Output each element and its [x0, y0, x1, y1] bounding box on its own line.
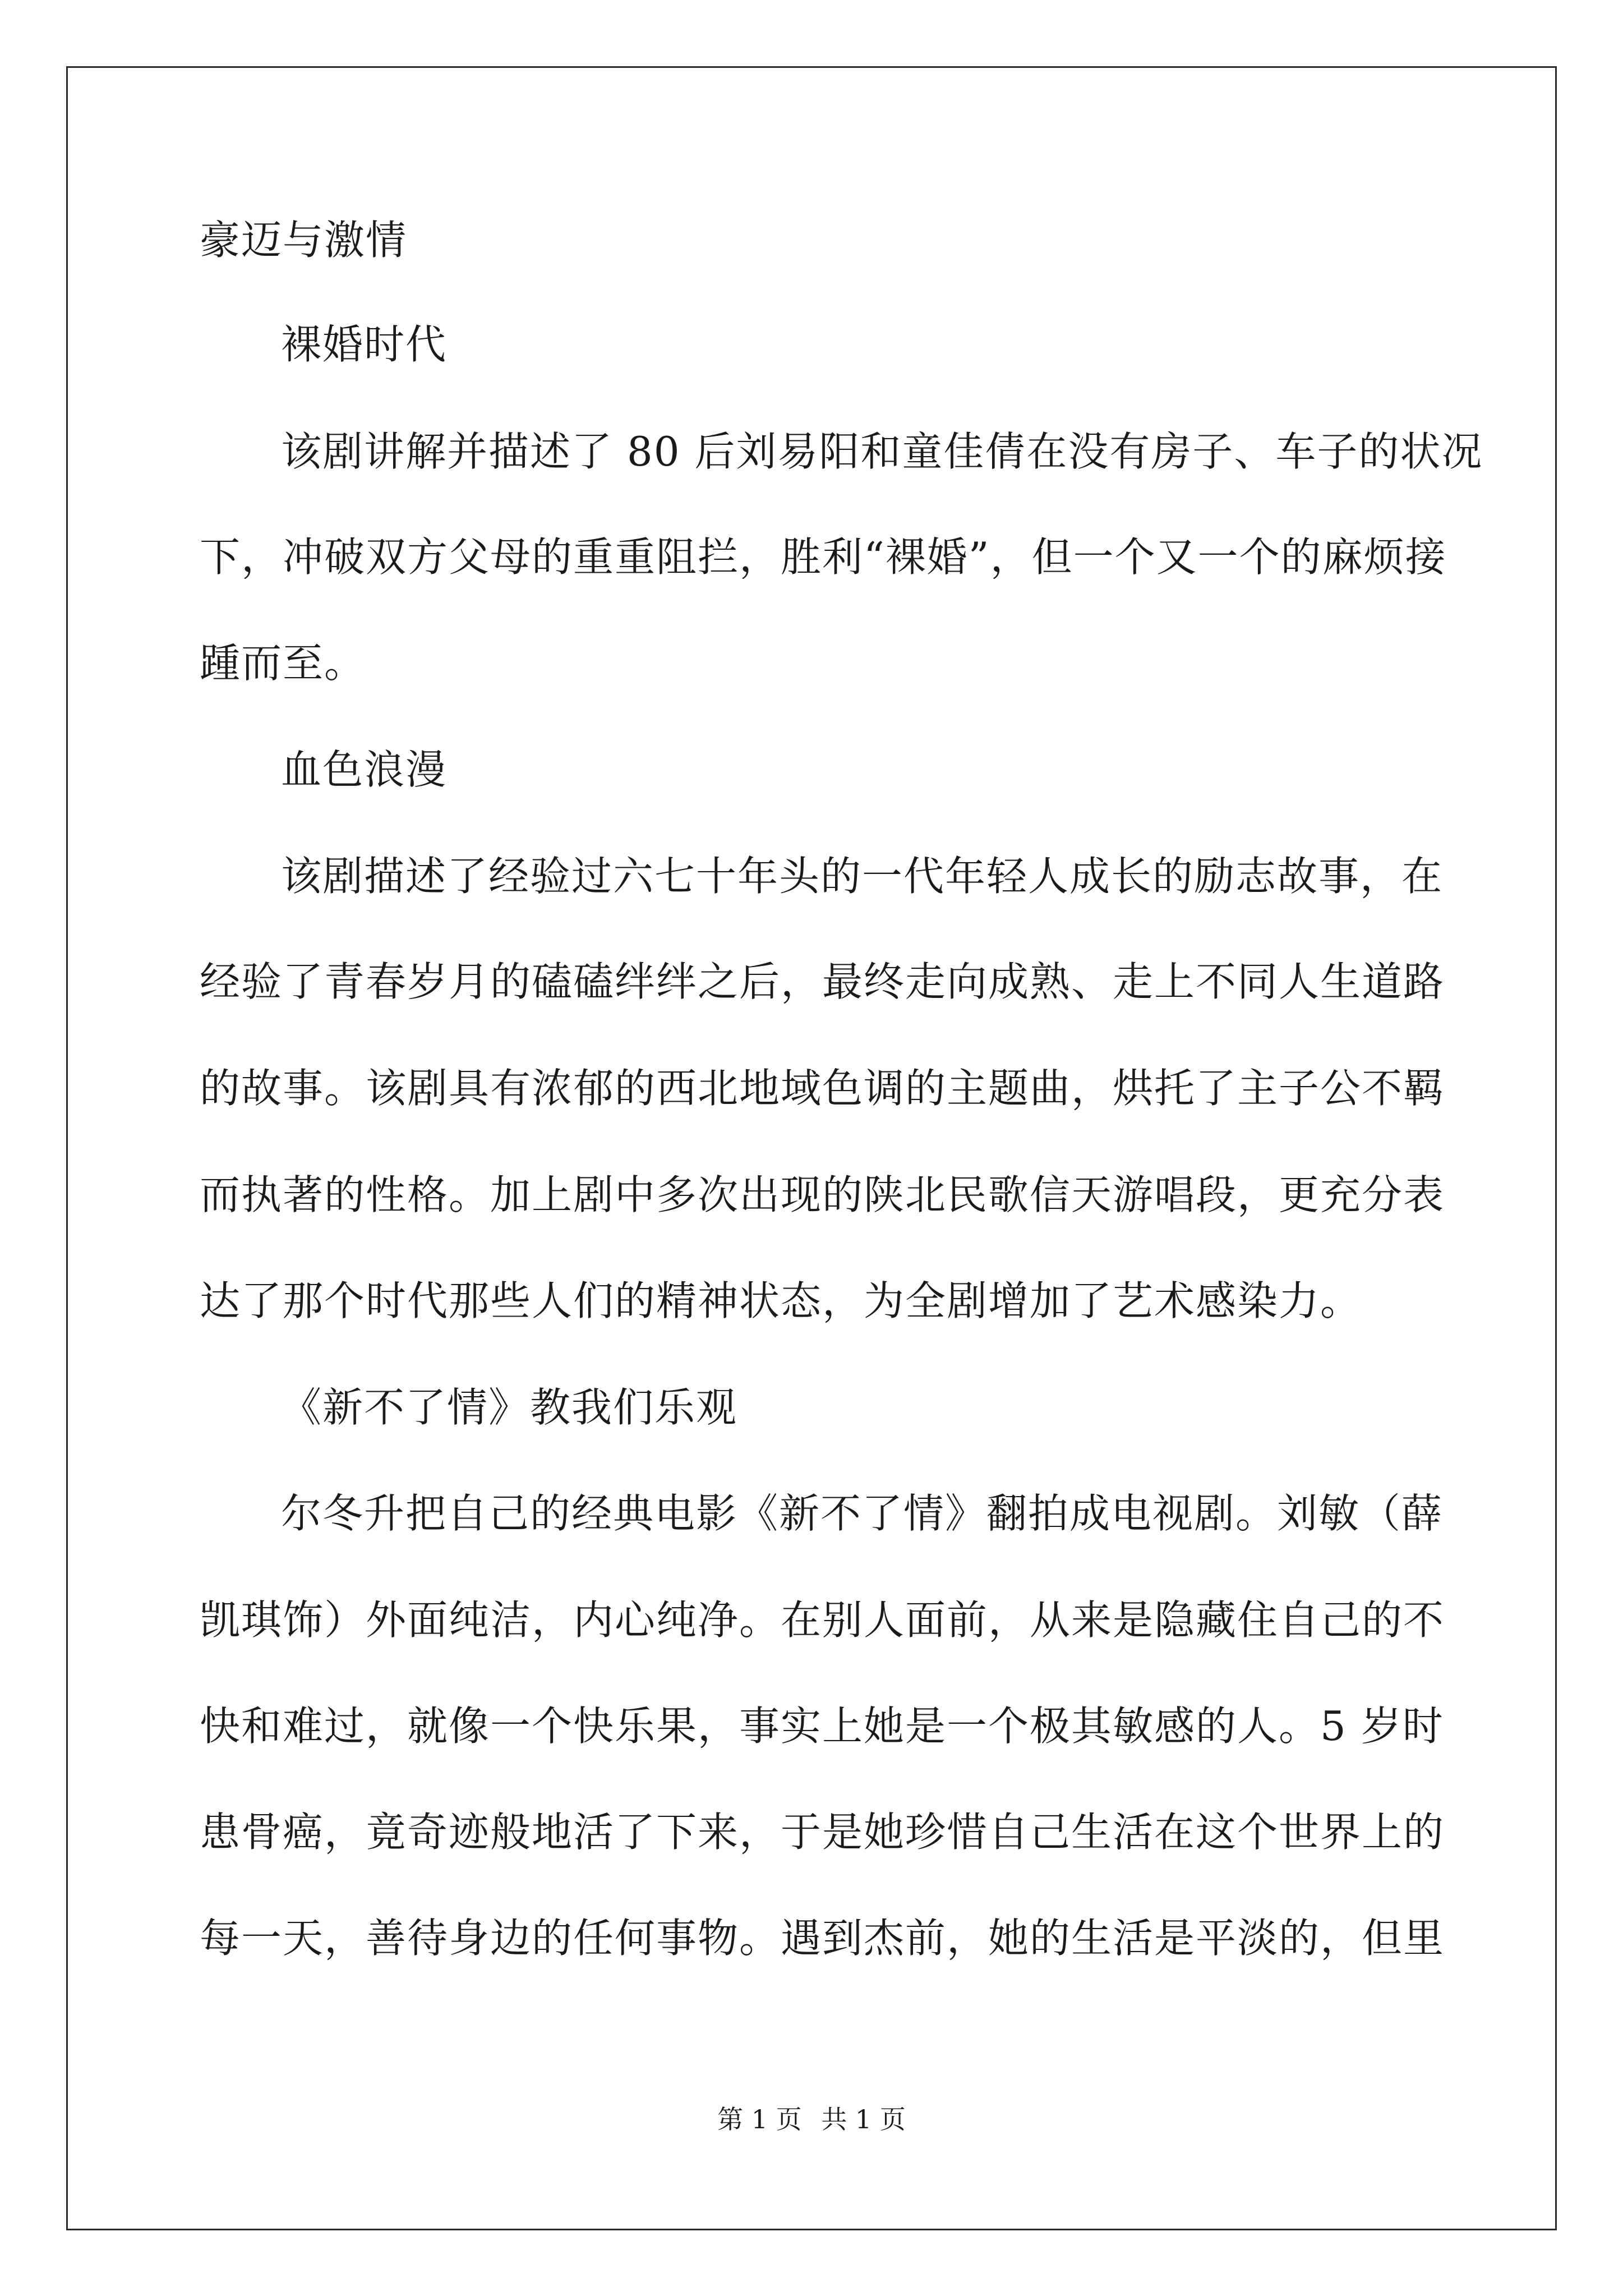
paragraph-line: 达了那个时代那些人们的精神状态，为全剧增加了艺术感染力。 — [200, 1277, 1362, 1324]
page-footer — [0, 2102, 1623, 2136]
paragraph-line: 每一天，善待身边的任何事物。遇到杰前，她的生活是平淡的，但里 — [200, 1915, 1445, 1962]
paragraph-line: 的故事。该剧具有浓郁的西北地域色调的主题曲，烘托了主子公不羁 — [200, 1065, 1445, 1112]
paragraph-line: 经验了青春岁月的磕磕绊绊之后，最终走向成熟、走上不同人生道路 — [200, 958, 1445, 1005]
section-heading: 血色浪漫 — [281, 746, 448, 793]
paragraph-line: 该剧讲解并描述了 80 后刘易阳和童佳倩在没有房子、车子的状况 — [281, 428, 1483, 475]
section-heading: 《新不了情》教我们乐观 — [281, 1384, 738, 1431]
paragraph-line: 患骨癌，竟奇迹般地活了下来，于是她珍惜自己生活在这个世界上的 — [200, 1809, 1445, 1856]
page-border — [66, 66, 1557, 2230]
paragraph-line: 凯琪饰）外面纯洁，内心纯净。在别人面前，从来是隐藏住自己的不 — [200, 1596, 1445, 1644]
page-total: 共 1 页 — [821, 2104, 906, 2134]
section-heading-top: 豪迈与激情 — [200, 217, 408, 264]
page-number: 第 1 页 — [717, 2104, 802, 2134]
paragraph-line: 该剧描述了经验过六七十年头的一代年轻人成长的励志故事，在 — [281, 853, 1444, 900]
paragraph-line: 下，冲破双方父母的重重阻拦，胜利“裸婚”，但一个又一个的麻烦接 — [200, 533, 1447, 581]
paragraph-line: 快和难过，就像一个快乐果，事实上她是一个极其敏感的人。5 岁时 — [200, 1703, 1444, 1750]
paragraph-line: 尔冬升把自己的经典电影《新不了情》翻拍成电视剧。刘敏（薛 — [281, 1490, 1444, 1537]
paragraph-line: 踵而至。 — [200, 639, 366, 687]
paragraph-line: 而执著的性格。加上剧中多次出现的陕北民歌信天游唱段，更充分表 — [200, 1171, 1445, 1218]
section-heading: 裸婚时代 — [281, 321, 448, 368]
